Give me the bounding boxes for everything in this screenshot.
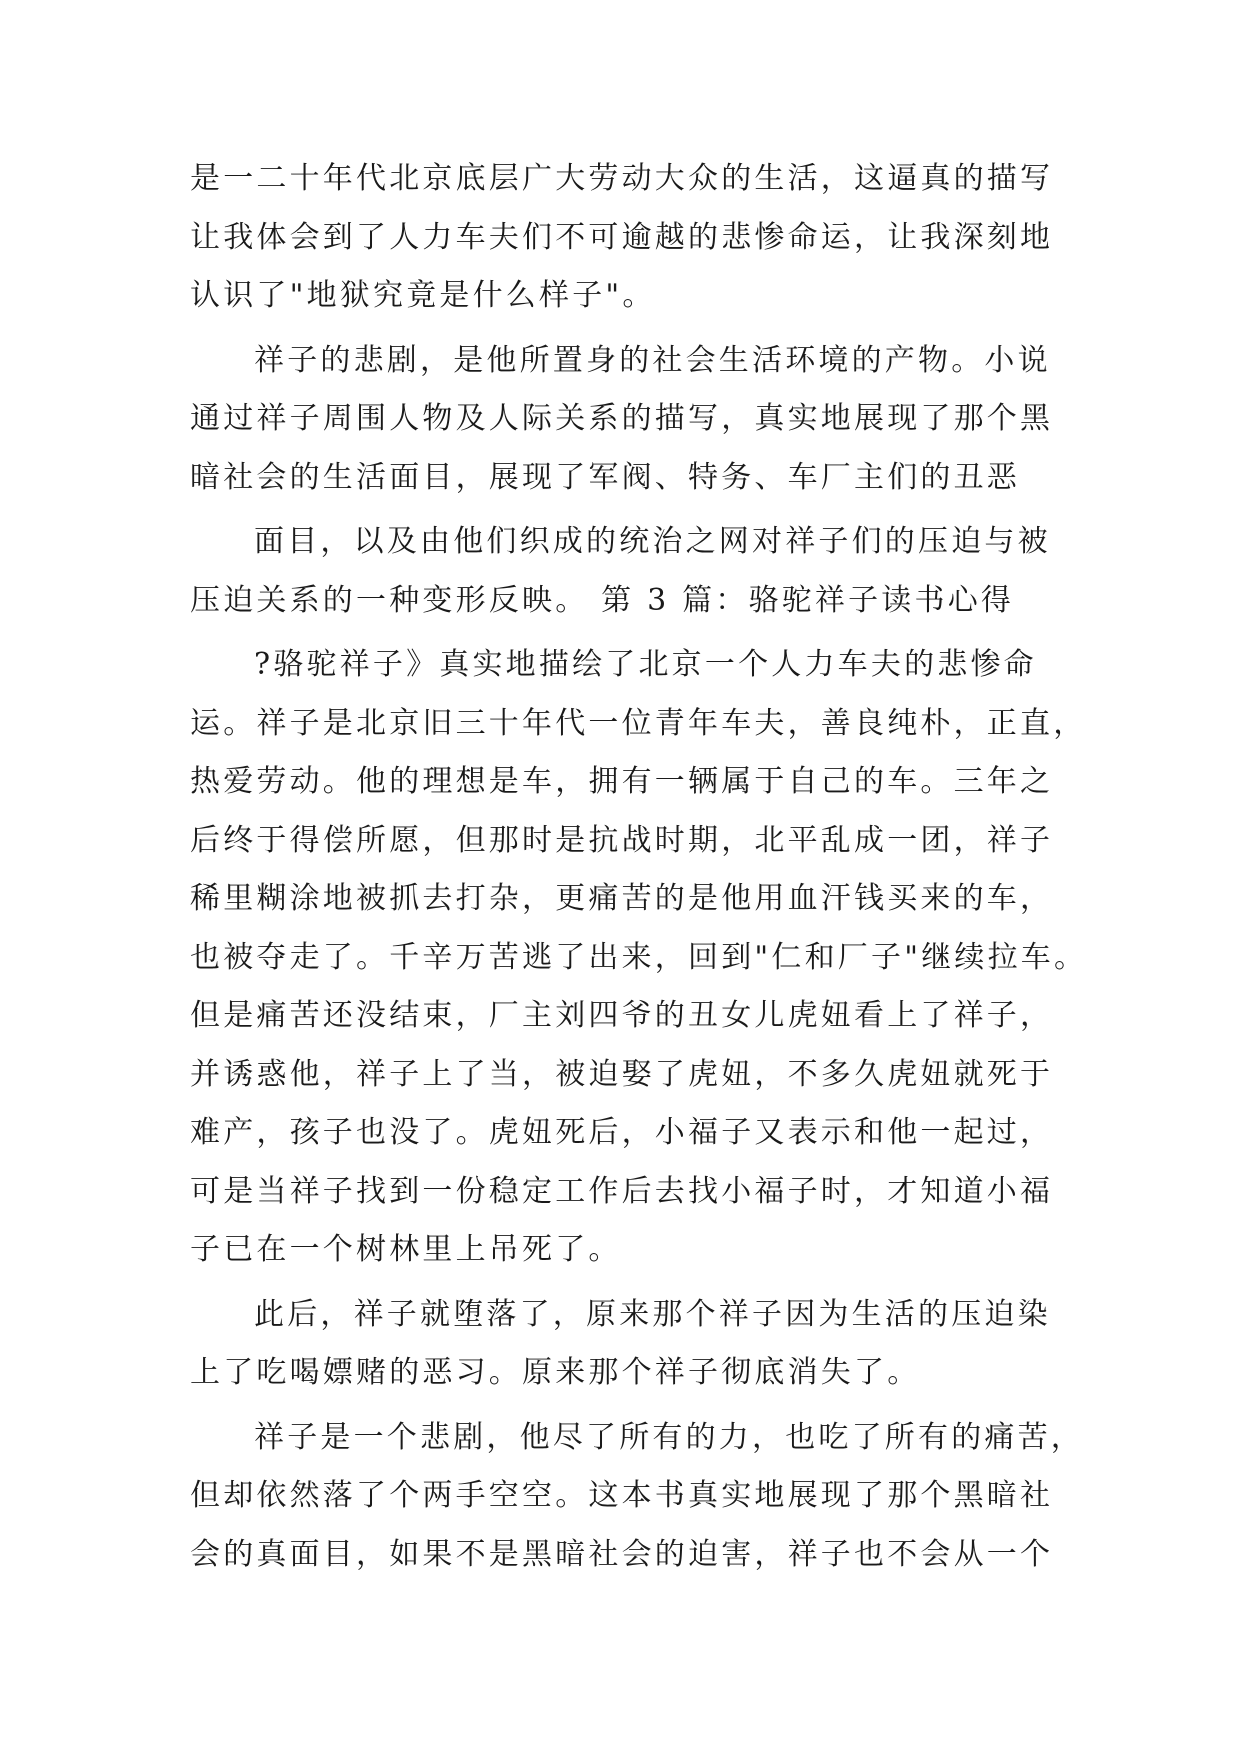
text-line: 稀里糊涂地被抓去打杂，更痛苦的是他用血汗钱买来的车，	[190, 881, 1054, 916]
text-line: 但却依然落了个两手空空。这本书真实地展现了那个黑暗社	[190, 1478, 1054, 1513]
text-line: 可是当祥子找到一份稳定工作后去找小福子时，才知道小福	[190, 1173, 1054, 1209]
text-line: 是一二十年代北京底层广大劳动大众的生活，这逼真的描写	[190, 161, 1054, 196]
text-line: 子已在一个树林里上吊死了。	[190, 1232, 622, 1267]
paragraph-first-line: 祥子是一个悲剧，他尽了所有的力，也吃了所有的痛苦，	[254, 1419, 1084, 1455]
text-line: 但是痛苦还没结束，厂主刘四爷的丑女儿虎妞看上了祥子，	[190, 998, 1054, 1033]
paragraph-first-line: 此后，祥子就堕落了，原来那个祥子因为生活的压迫染	[254, 1296, 1051, 1332]
text-line: 认识了"地狱究竟是什么样子"。	[190, 278, 656, 313]
text-line: 让我体会到了人力车夫们不可逾越的悲惨命运，让我深刻地	[190, 219, 1054, 255]
text-line: 会的真面目，如果不是黑暗社会的迫害，祥子也不会从一个	[190, 1536, 1054, 1572]
text-line: 并诱惑他，祥子上了当，被迫娶了虎妞，不多久虎妞就死于	[190, 1056, 1054, 1092]
text-line: 压迫关系的一种变形反映。 第 3 篇：骆驼祥子读书心得	[190, 582, 1015, 618]
paragraph-first-line: ?骆驼祥子》真实地描绘了北京一个人力车夫的悲惨命	[254, 647, 1037, 682]
paragraph-first-line: 祥子的悲剧，是他所置身的社会生活环境的产物。小说	[254, 342, 1051, 378]
text-line: 运。祥子是北京旧三十年代一位青年车夫，善良纯朴，正直，	[190, 705, 1087, 741]
text-line: 暗社会的生活面目，展现了军阀、特务、车厂主们的丑恶	[190, 459, 1020, 495]
text-line: 热爱劳动。他的理想是车，拥有一辆属于自己的车。三年之	[190, 764, 1054, 799]
text-line: 也被夺走了。千辛万苦逃了出来，回到"仁和厂子"继续拉车。	[190, 939, 1088, 975]
paragraph-first-line: 面目，以及由他们织成的统治之网对祥子们的压迫与被	[254, 524, 1051, 559]
text-line: 通过祥子周围人物及人际关系的描写，真实地展现了那个黑	[190, 401, 1054, 436]
body-text	[190, 150, 1088, 1584]
text-line: 后终于得偿所愿，但那时是抗战时期，北平乱成一团，祥子	[190, 822, 1054, 858]
text-line: 难产，孩子也没了。虎妞死后，小福子又表示和他一起过，	[190, 1115, 1054, 1150]
text-line: 上了吃喝嫖赌的恶习。原来那个祥子彻底消失了。	[190, 1355, 921, 1390]
